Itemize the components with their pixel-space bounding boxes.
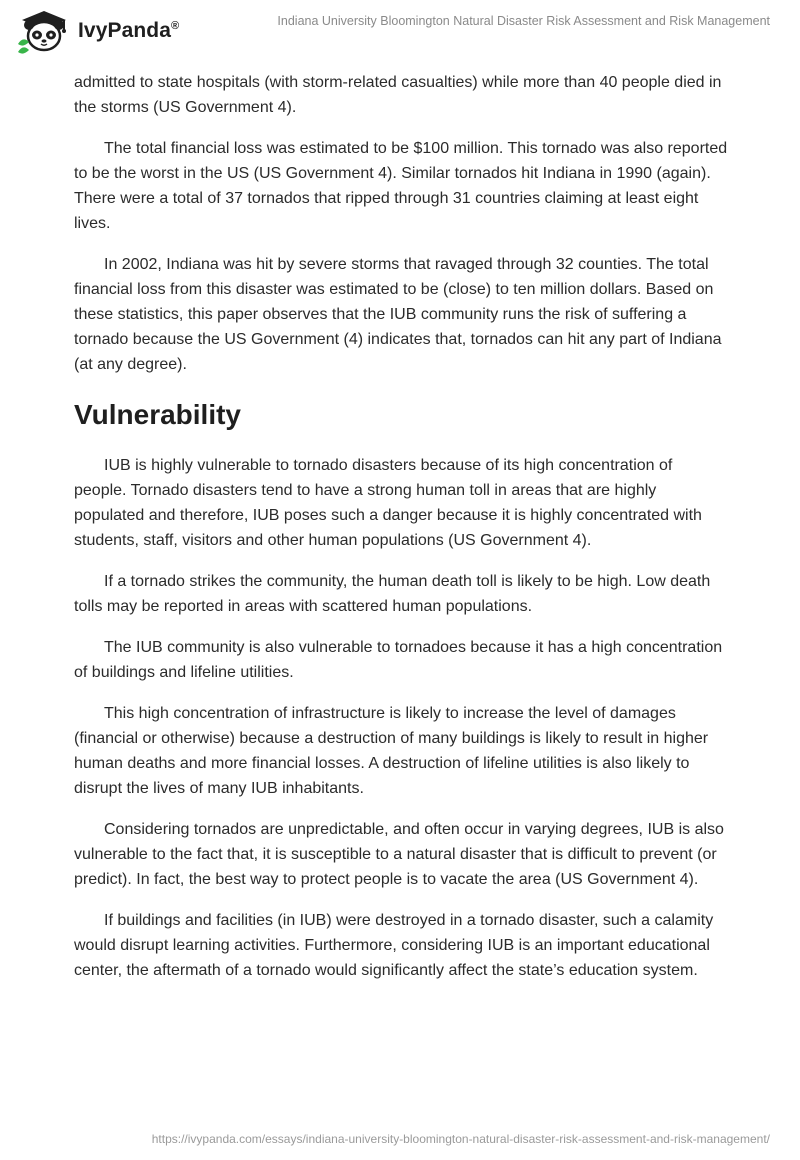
page-header: [0, 0, 800, 64]
brand-text: IvyPanda: [78, 19, 172, 42]
section-heading: Vulnerability: [74, 399, 242, 430]
paragraph: IUB is highly vulnerable to tornado disasters because of its high concentration of people. Tornado disasters tend to have a strong human toll in areas that are highly populated and therefore, IUB poses such a danger because it is highly concentrated with students, staff, visitors and other human populations (US Government 4).: [74, 457, 702, 549]
paragraph: admitted to state hospitals (with storm-related casualties) while more than 40 people died in the storms (US Government 4).: [74, 74, 722, 116]
source-url[interactable]: https://ivypanda.com/essays/indiana-university-bloomington-natural-disaster-risk-assessment-and-risk-management/: [151, 1132, 770, 1146]
paragraph: The total financial loss was estimated to be $100 million. This tornado was also reported to be the worst in the US (US Government 4). Similar tornados hit Indiana in 1990 (again). There were a total of 37 tornados that ripped through 31 countries claiming at least eight lives.: [74, 140, 728, 232]
essay-content: [74, 70, 729, 999]
document-title: Indiana University Bloomington Natural Disaster Risk Assessment and Risk Management: [277, 14, 770, 28]
registered-mark: ®: [171, 20, 180, 32]
ivypanda-logo[interactable]: [14, 8, 179, 54]
paragraph: In 2002, Indiana was hit by severe storms that ravaged through 32 counties. The total financial loss from this disaster was estimated to be (close) to ten million dollars. Based on these statistics, this paper observes that the IUB community runs the risk of suffering a tornado because the US Government (4) indicates that, tornados can hit any part of Indiana (at any degree).: [74, 256, 722, 373]
panda-graduate-icon: [14, 8, 74, 54]
paragraph: If buildings and facilities (in IUB) were destroyed in a tornado disaster, such a calamity would disrupt learning activities. Furthermore, considering IUB is an important educational center, the aftermath of a tornado would significantly affect the state’s education system.: [74, 912, 714, 979]
paragraph: Considering tornados are unpredictable, and often occur in varying degrees, IUB is also vulnerable to the fact that, it is susceptible to a natural disaster that is difficult to prevent (or predict). In fact, the best way to protect people is to vacate the area (US Government 4).: [74, 821, 724, 888]
paragraph: If a tornado strikes the community, the human death toll is likely to be high. Low death tolls may be reported in areas with scattered human populations.: [74, 573, 711, 615]
brand-name: [78, 19, 179, 43]
paragraph: This high concentration of infrastructure is likely to increase the level of damages (financial or otherwise) because a destruction of many buildings is likely to result in higher human deaths and more financial losses. A destruction of lifeline utilities is also likely to disrupt the lives of many IUB inhabitants.: [74, 705, 709, 797]
paragraph: The IUB community is also vulnerable to tornadoes because it has a high concentration of buildings and lifeline utilities.: [74, 639, 723, 681]
